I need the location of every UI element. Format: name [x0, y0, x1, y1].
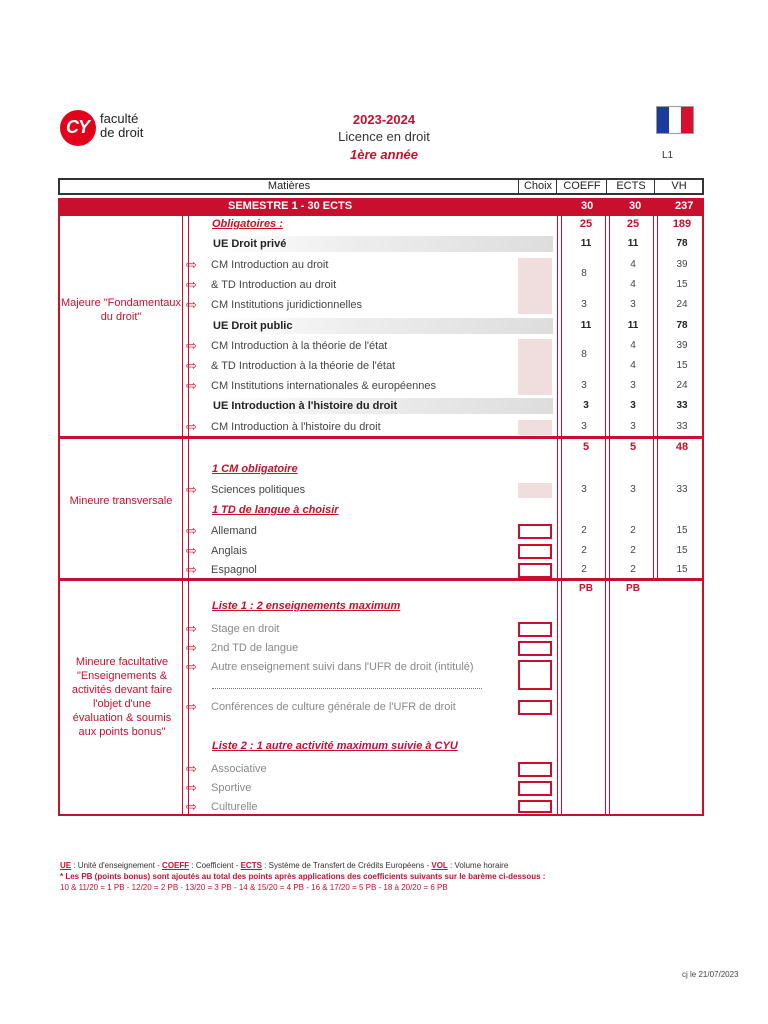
ue-histoire-droit: UE Introduction à l'histoire du droit	[210, 398, 553, 414]
arrow-icon: ⇨	[186, 482, 197, 497]
course-vh: 15	[676, 279, 688, 290]
course-ects: 4	[630, 340, 636, 351]
majeure-coeff-total: 25	[579, 218, 593, 230]
course-vh: 24	[676, 299, 688, 310]
choice-checkbox[interactable]	[518, 563, 552, 578]
choice-checkbox[interactable]	[518, 781, 552, 796]
footer-coeff: COEFF	[162, 861, 190, 870]
td-langue-subhead: 1 TD de langue à choisir	[212, 504, 339, 516]
ue-droit-prive: UE Droit privé	[210, 236, 553, 252]
ue1-vh: 78	[676, 238, 688, 249]
arrow-icon: ⇨	[186, 761, 197, 776]
arrow-icon: ⇨	[186, 419, 197, 434]
footer-coeff-def: : Coefficient -	[189, 861, 241, 870]
majeure-vh-total: 189	[672, 218, 692, 230]
document-date: cj le 21/07/2023	[682, 970, 739, 979]
course-ects: 3	[630, 299, 636, 310]
course-coeff: 2	[581, 545, 587, 556]
footer-notes	[60, 860, 720, 893]
cm-obligatoire-subhead: 1 CM obligatoire	[212, 463, 298, 475]
footer-definitions	[60, 860, 720, 871]
table-header	[58, 178, 704, 195]
choice-checkbox[interactable]	[518, 524, 552, 539]
arrow-icon: ⇨	[186, 562, 197, 577]
choice-shade	[518, 339, 552, 395]
french-flag-icon	[656, 106, 694, 134]
course-vh: 15	[676, 360, 688, 371]
arrow-icon: ⇨	[186, 523, 197, 538]
ue3-coeff: 3	[583, 400, 589, 411]
arrow-icon: ⇨	[186, 297, 197, 312]
arrow-icon: ⇨	[186, 780, 197, 795]
course-coeff: 3	[581, 421, 587, 432]
course-ects: 4	[630, 360, 636, 371]
course-coeff: 3	[581, 299, 587, 310]
ue3-vh: 33	[676, 400, 688, 411]
choice-checkbox[interactable]	[518, 622, 552, 637]
majeure-subhead: Obligatoires :	[212, 218, 283, 230]
majeure-label: Majeure "Fondamentaux du droit"	[60, 297, 182, 323]
arrow-icon: ⇨	[186, 640, 197, 655]
course-vh: 15	[676, 564, 688, 575]
course-label: Autre enseignement suivi dans l'UFR de droit (intitulé)	[211, 661, 474, 673]
ue2-ects: 11	[627, 320, 639, 331]
course-label: Stage en droit	[211, 623, 280, 635]
liste1-subhead: Liste 1 : 2 enseignements maximum	[212, 600, 401, 612]
choice-shade	[518, 258, 552, 314]
pb-coeff: PB	[579, 583, 593, 594]
semester-ects: 30	[629, 200, 642, 212]
semester-coeff: 30	[581, 200, 594, 212]
arrow-icon: ⇨	[186, 358, 197, 373]
pb-ects: PB	[626, 583, 640, 594]
footer-vol-def: : Volume horaire	[447, 861, 509, 870]
footer-ects-def: : Système de Transfert de Crédits Européens -	[261, 861, 432, 870]
logo-mark-text: CY	[66, 117, 90, 137]
arrow-icon: ⇨	[186, 659, 197, 674]
mineure-transversale-block	[58, 437, 704, 580]
course-coeff: 3	[581, 484, 587, 495]
ue3-ects: 3	[630, 400, 636, 411]
logo-line1: faculté	[100, 111, 139, 126]
course-label: Sportive	[211, 782, 252, 794]
ue2-vh: 78	[676, 320, 688, 331]
course-vh: 33	[676, 484, 688, 495]
choice-checkbox[interactable]	[518, 660, 552, 690]
course-vh: 39	[676, 340, 688, 351]
degree-title: Licence en droit	[338, 129, 430, 144]
course-label: CM Institutions juridictionnelles	[211, 299, 363, 311]
semester-vh: 237	[675, 200, 694, 212]
mineure-facultative-label: Mineure facultative "Enseignements & activités devant faire l'objet d'une évaluation & soumis aux points bonus"	[71, 656, 173, 738]
footer-vol: VOL	[431, 861, 448, 870]
header-vh: VH	[654, 180, 703, 193]
mineure-t-coeff-total: 5	[582, 441, 590, 453]
ue1-ects: 11	[627, 238, 639, 249]
course-label: Culturelle	[211, 801, 258, 813]
semester-label: SEMESTRE 1 - 30 ECTS	[228, 200, 353, 212]
logo-line2: de droit	[100, 125, 144, 140]
intitule-dotted-line[interactable]	[212, 688, 482, 689]
course-label: 2nd TD de langue	[211, 642, 299, 654]
course-label: Associative	[211, 763, 267, 775]
ue1-coeff: 11	[580, 238, 592, 249]
course-label: Allemand	[211, 525, 257, 537]
course-label: CM Institutions internationales & européennes	[211, 380, 437, 392]
arrow-icon: ⇨	[186, 543, 197, 558]
header-matieres: Matières	[267, 180, 311, 192]
course-label: & TD Introduction au droit	[211, 279, 337, 291]
majeure-ects-total: 25	[626, 218, 640, 230]
course-ects: 2	[630, 525, 636, 536]
course-vh: 15	[676, 545, 688, 556]
choice-shade	[518, 420, 552, 435]
header-coeff: COEFF	[556, 180, 607, 193]
choice-checkbox[interactable]	[518, 700, 552, 715]
course-coeff: 3	[581, 380, 587, 391]
course-label: Anglais	[211, 545, 248, 557]
course-coeff: 2	[581, 525, 587, 536]
arrow-icon: ⇨	[186, 338, 197, 353]
choice-checkbox[interactable]	[518, 800, 552, 813]
mineure-t-ects-total: 5	[629, 441, 637, 453]
choice-shade	[518, 483, 552, 498]
level-code: L1	[662, 150, 674, 161]
liste2-subhead: Liste 2 : 1 autre activité maximum suivie à CYU	[212, 740, 458, 752]
choice-checkbox[interactable]	[518, 544, 552, 559]
course-vh: 24	[676, 380, 688, 391]
course-label: Sciences politiques	[211, 484, 306, 496]
arrow-icon: ⇨	[186, 621, 197, 636]
footer-ects: ECTS	[240, 861, 262, 870]
course-label: CM Introduction à la théorie de l'état	[211, 340, 388, 352]
course-ects: 2	[630, 564, 636, 575]
footer-ue: UE	[60, 861, 72, 870]
footer-ue-def: : Unité d'enseignement -	[71, 861, 163, 870]
arrow-icon: ⇨	[186, 257, 197, 272]
ue2-coeff: 11	[580, 320, 592, 331]
ue-droit-public: UE Droit public	[210, 318, 553, 334]
course-coeff: 2	[581, 564, 587, 575]
ue2-coeff-merged: 8	[581, 349, 587, 360]
header-ects: ECTS	[606, 180, 655, 193]
arrow-icon: ⇨	[186, 799, 197, 814]
header-choix: Choix	[518, 180, 557, 193]
course-vh: 39	[676, 259, 688, 270]
year-level-title: 1ère année	[350, 147, 418, 162]
arrow-icon: ⇨	[186, 277, 197, 292]
ue1-coeff-merged: 8	[581, 268, 587, 279]
course-vh: 15	[676, 525, 688, 536]
arrow-icon: ⇨	[186, 378, 197, 393]
course-ects: 2	[630, 545, 636, 556]
mineure-transversale-label: Mineure transversale	[69, 495, 173, 507]
semester-bar	[58, 198, 704, 215]
course-ects: 3	[630, 421, 636, 432]
course-label: Conférences de culture générale de l'UFR de droit	[211, 701, 456, 713]
mineure-t-vh-total: 48	[675, 441, 689, 453]
course-label: & TD Introduction à la théorie de l'état	[211, 360, 396, 372]
choice-checkbox[interactable]	[518, 641, 552, 656]
course-vh: 33	[676, 421, 688, 432]
course-ects: 4	[630, 259, 636, 270]
course-label: CM Introduction à l'histoire du droit	[211, 421, 381, 433]
academic-year: 2023-2024	[352, 112, 416, 127]
course-ects: 3	[630, 380, 636, 391]
footer-pb-scale: 10 & 11/20 = 1 PB - 12/20 = 2 PB - 13/20 = 3 PB - 14 & 15/20 = 4 PB - 16 & 17/20 = 5 PB - 18 à 20/20 = 6 PB	[60, 883, 448, 892]
arrow-icon: ⇨	[186, 699, 197, 714]
course-label: CM Introduction au droit	[211, 259, 329, 271]
footer-pb-note: * Les PB (points bonus) sont ajoutés au total des points après applications des coefficients suivants sur le barème ci-dessous :	[60, 872, 546, 881]
course-ects: 3	[630, 484, 636, 495]
course-ects: 4	[630, 279, 636, 290]
course-label: Espagnol	[211, 564, 257, 576]
choice-checkbox[interactable]	[518, 762, 552, 777]
